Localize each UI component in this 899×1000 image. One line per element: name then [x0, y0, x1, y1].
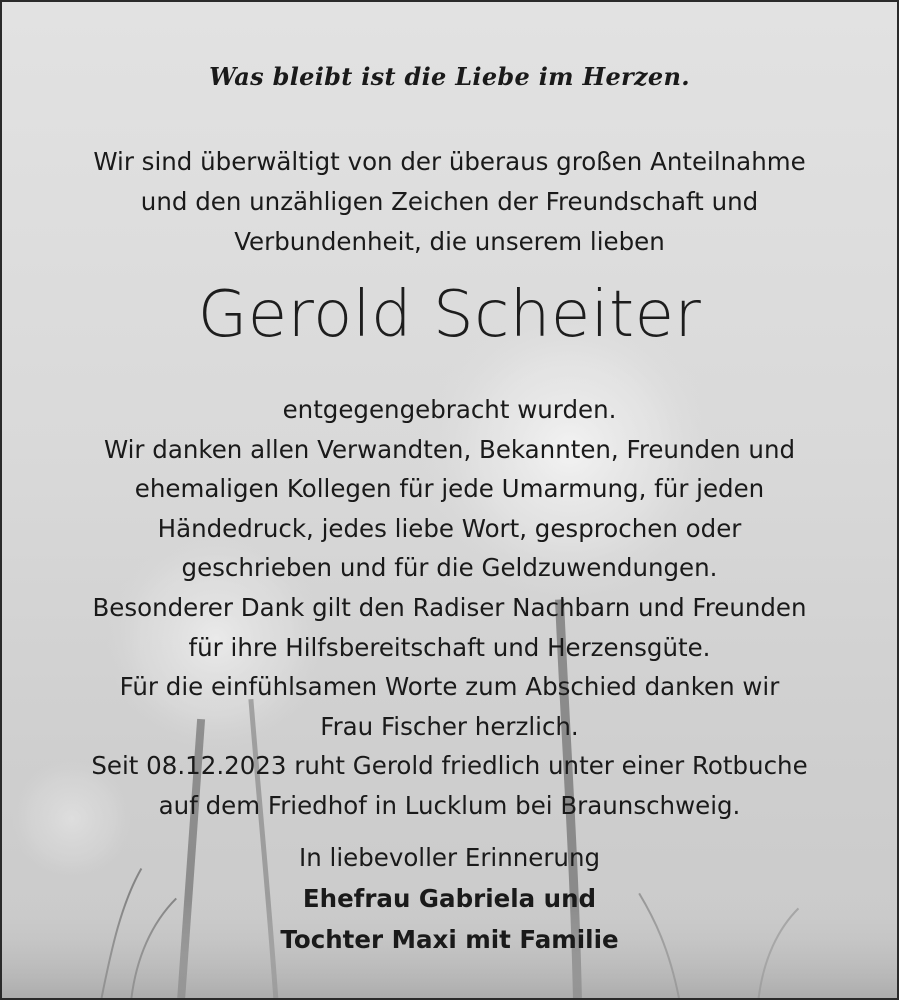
body-line: auf dem Friedhof in Lucklum bei Braunschweig. [158, 790, 741, 820]
signoff-block [2, 837, 897, 960]
motto-heading: Was bleibt ist die Liebe im Herzen. [209, 62, 690, 91]
body-line: Seit 08.12.2023 ruht Gerold friedlich unter einer Rotbuche [91, 751, 808, 781]
body-line: ehemaligen Kollegen für jede Umarmung, für jeden [134, 474, 765, 504]
body-line: für ihre Hilfsbereitschaft und Herzensgüte. [188, 632, 711, 662]
body-line: Für die einfühlsamen Worte zum Abschied danken wir [119, 672, 780, 702]
intro-paragraph [32, 142, 867, 262]
signoff-family-line: Ehefrau Gabriela und [302, 884, 597, 913]
deceased-name: Gerold Scheiter [197, 278, 702, 352]
body-line: entgegengebracht wurden. [282, 395, 617, 424]
thanks-paragraph [22, 390, 877, 826]
body-line: geschrieben und für die Geldzuwendungen. [181, 553, 718, 583]
body-line: Besonderer Dank gilt den Radiser Nachbarn und Freunden [92, 592, 807, 622]
body-line: Händedruck, jedes liebe Wort, gesprochen oder [157, 513, 742, 543]
signoff-intro: In liebevoller Erinnerung [298, 843, 601, 872]
body-line: Frau Fischer herzlich. [320, 711, 579, 741]
signoff-family-line: Tochter Maxi mit Familie [280, 925, 619, 954]
body-line: Wir danken allen Verwandten, Bekannten, Freunden und [103, 434, 796, 464]
intro-line: und den unzähligen Zeichen der Freundschaft und [140, 187, 759, 216]
intro-line: Wir sind überwältigt von der überaus großen Anteilnahme [93, 147, 806, 176]
intro-line: Verbundenheit, die unserem lieben [234, 227, 665, 256]
